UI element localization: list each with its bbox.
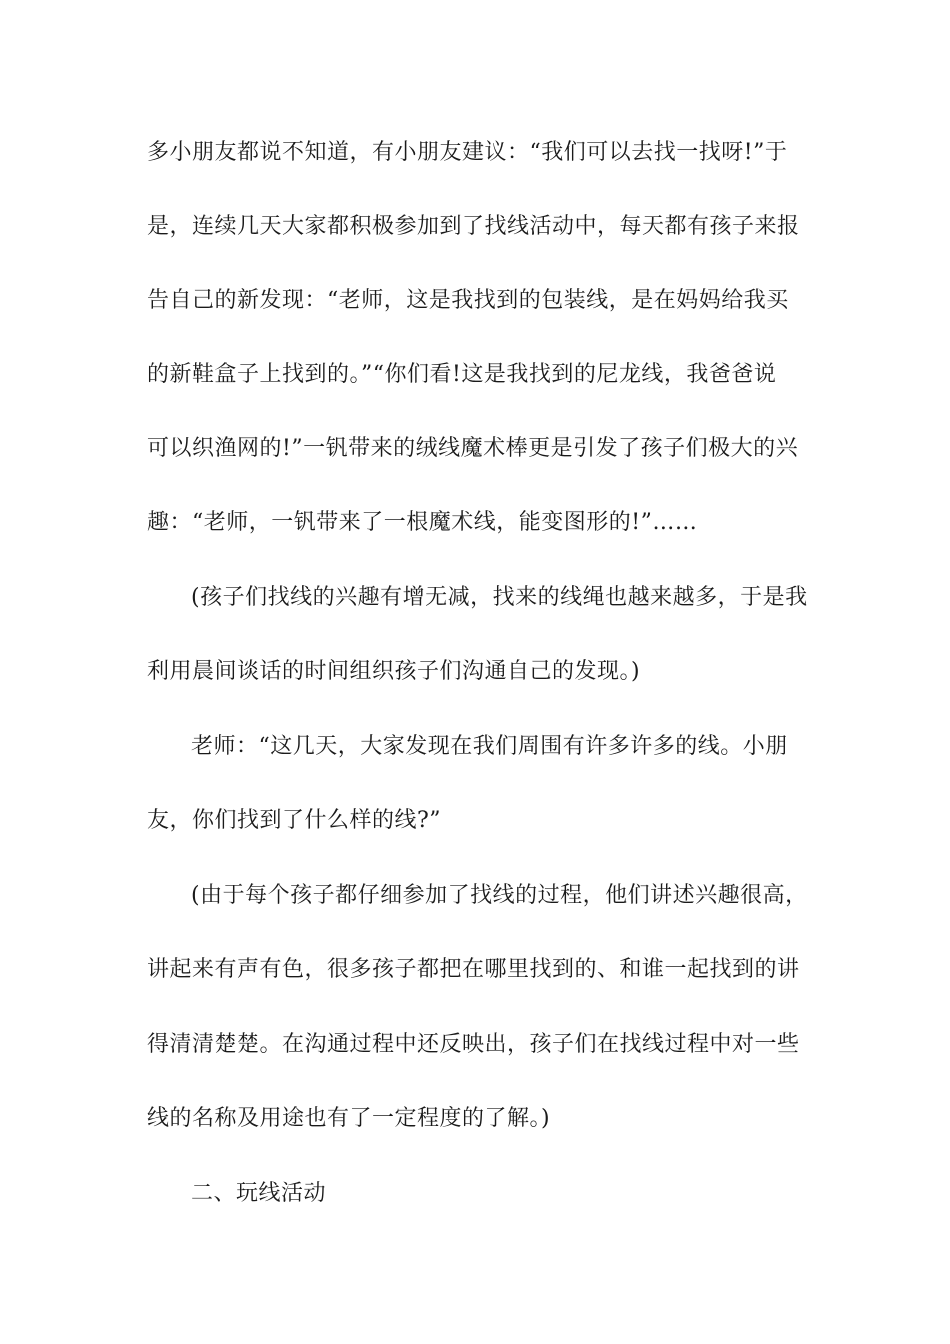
paragraph-line: 告自己的新发现：“老师，这是我找到的包装线，是在妈妈给我买 (147, 288, 789, 313)
paragraph-line: 是，连续几天大家都积极参加到了找线活动中，每天都有孩子来报 (147, 214, 800, 239)
section-heading: 二、玩线活动 (191, 1181, 327, 1206)
paragraph-line: 老师：“这几天，大家发现在我们周围有许多许多的线。小朋 (191, 734, 788, 759)
paragraph-line: 利用晨间谈话的时间组织孩子们沟通自己的发现。) (147, 659, 641, 684)
paragraph-line: 线的名称及用途也有了一定程度的了解。) (147, 1106, 551, 1131)
paragraph-line: 友，你们找到了什么样的线?” (147, 808, 442, 833)
paragraph-line: 得清清楚楚。在沟通过程中还反映出，孩子们在找线过程中对一些 (147, 1032, 800, 1057)
paragraph-line: 可以织渔网的!”一钒带来的绒线魔术棒更是引发了孩子们极大的兴 (147, 436, 799, 461)
paragraph-line: 趣：“老师，一钒带来了一根魔术线，能变图形的!”…… (147, 510, 698, 535)
paragraph-line: 讲起来有声有色，很多孩子都把在哪里找到的、和谁一起找到的讲 (147, 957, 800, 982)
paragraph-line: 多小朋友都说不知道，有小朋友建议：“我们可以去找一找呀!”于 (147, 140, 788, 165)
paragraph-line: 的新鞋盒子上找到的。”“你们看!这是我找到的尼龙线，我爸爸说 (147, 362, 777, 387)
paragraph-line: (由于每个孩子都仔细参加了找线的过程，他们讲述兴趣很高， (191, 883, 808, 908)
paragraph-line: (孩子们找线的兴趣有增无减，找来的线绳也越来越多，于是我 (191, 585, 808, 610)
